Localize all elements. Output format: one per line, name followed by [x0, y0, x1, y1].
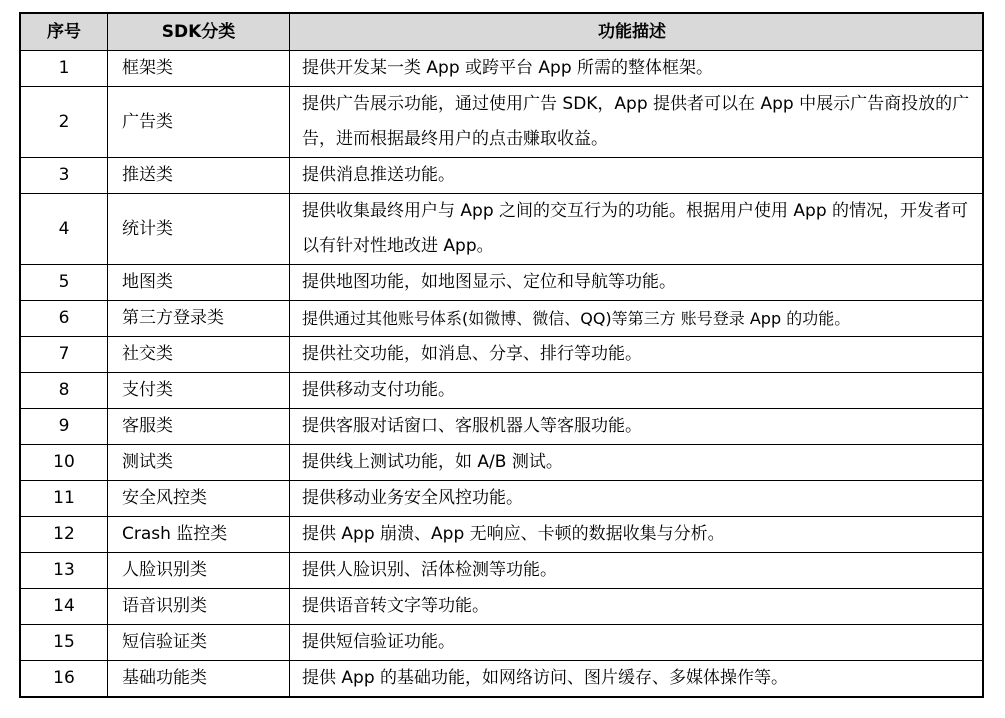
row-function-description: 提供通过其他账号体系(如微博、微信、QQ)等第三方 账号登录 App 的功能。 — [290, 301, 984, 337]
row-serial-number: 14 — [20, 589, 108, 625]
row-sdk-category: 语音识别类 — [108, 589, 290, 625]
table-row — [20, 553, 983, 589]
row-function-description: 提供移动业务安全风控功能。 — [290, 481, 984, 517]
row-function-description: 提供 App 的基础功能，如网络访问、图片缓存、多媒体操作等。 — [290, 661, 984, 698]
row-function-description: 提供地图功能，如地图显示、定位和导航等功能。 — [290, 265, 984, 301]
row-sdk-category: 测试类 — [108, 445, 290, 481]
row-serial-number: 15 — [20, 625, 108, 661]
row-function-description: 提供 App 崩溃、App 无响应、卡顿的数据收集与分析。 — [290, 517, 984, 553]
table-row — [20, 481, 983, 517]
row-serial-number: 6 — [20, 301, 108, 337]
row-sdk-category: 框架类 — [108, 51, 290, 87]
table-row — [20, 445, 983, 481]
row-serial-number: 12 — [20, 517, 108, 553]
row-serial-number: 2 — [20, 87, 108, 158]
row-function-description: 提供移动支付功能。 — [290, 373, 984, 409]
table-header-row — [20, 13, 983, 51]
table-row — [20, 337, 983, 373]
row-sdk-category: 安全风控类 — [108, 481, 290, 517]
row-function-description: 提供短信验证功能。 — [290, 625, 984, 661]
row-sdk-category: 客服类 — [108, 409, 290, 445]
row-sdk-category: 人脸识别类 — [108, 553, 290, 589]
row-sdk-category: 社交类 — [108, 337, 290, 373]
table-row — [20, 517, 983, 553]
row-function-description: 提供语音转文字等功能。 — [290, 589, 984, 625]
row-serial-number: 13 — [20, 553, 108, 589]
row-serial-number: 1 — [20, 51, 108, 87]
table-row — [20, 661, 983, 698]
row-sdk-category: 地图类 — [108, 265, 290, 301]
row-serial-number: 16 — [20, 661, 108, 698]
row-sdk-category: 基础功能类 — [108, 661, 290, 698]
table-row — [20, 589, 983, 625]
row-sdk-category: 统计类 — [108, 194, 290, 265]
row-serial-number: 4 — [20, 194, 108, 265]
row-function-description: 提供线上测试功能，如 A/B 测试。 — [290, 445, 984, 481]
row-function-description: 提供客服对话窗口、客服机器人等客服功能。 — [290, 409, 984, 445]
table-row — [20, 409, 983, 445]
sdk-category-table — [19, 12, 984, 698]
row-sdk-category: 短信验证类 — [108, 625, 290, 661]
row-serial-number: 3 — [20, 158, 108, 194]
table-row — [20, 625, 983, 661]
row-sdk-category: 支付类 — [108, 373, 290, 409]
row-sdk-category: 广告类 — [108, 87, 290, 158]
row-sdk-category: 推送类 — [108, 158, 290, 194]
table-row — [20, 265, 983, 301]
row-function-description: 提供收集最终用户与 App 之间的交互行为的功能。根据用户使用 App 的情况，开发者可以有针对性地改进 App。 — [290, 194, 984, 265]
table-row — [20, 158, 983, 194]
row-function-description: 提供开发某一类 App 或跨平台 App 所需的整体框架。 — [290, 51, 984, 87]
header-sdk-category: SDK分类 — [108, 13, 290, 51]
row-serial-number: 11 — [20, 481, 108, 517]
row-serial-number: 7 — [20, 337, 108, 373]
header-function-description: 功能描述 — [290, 13, 984, 51]
table-row — [20, 373, 983, 409]
row-serial-number: 8 — [20, 373, 108, 409]
row-function-description: 提供人脸识别、活体检测等功能。 — [290, 553, 984, 589]
row-serial-number: 5 — [20, 265, 108, 301]
header-serial-number: 序号 — [20, 13, 108, 51]
row-sdk-category: 第三方登录类 — [108, 301, 290, 337]
row-function-description: 提供社交功能，如消息、分享、排行等功能。 — [290, 337, 984, 373]
table-row — [20, 194, 983, 265]
row-function-description: 提供消息推送功能。 — [290, 158, 984, 194]
row-serial-number: 9 — [20, 409, 108, 445]
row-sdk-category: Crash 监控类 — [108, 517, 290, 553]
table-row — [20, 87, 983, 158]
row-function-description: 提供广告展示功能，通过使用广告 SDK，App 提供者可以在 App 中展示广告商投放的广告，进而根据最终用户的点击赚取收益。 — [290, 87, 984, 158]
table-row — [20, 51, 983, 87]
row-serial-number: 10 — [20, 445, 108, 481]
table-row — [20, 301, 983, 337]
